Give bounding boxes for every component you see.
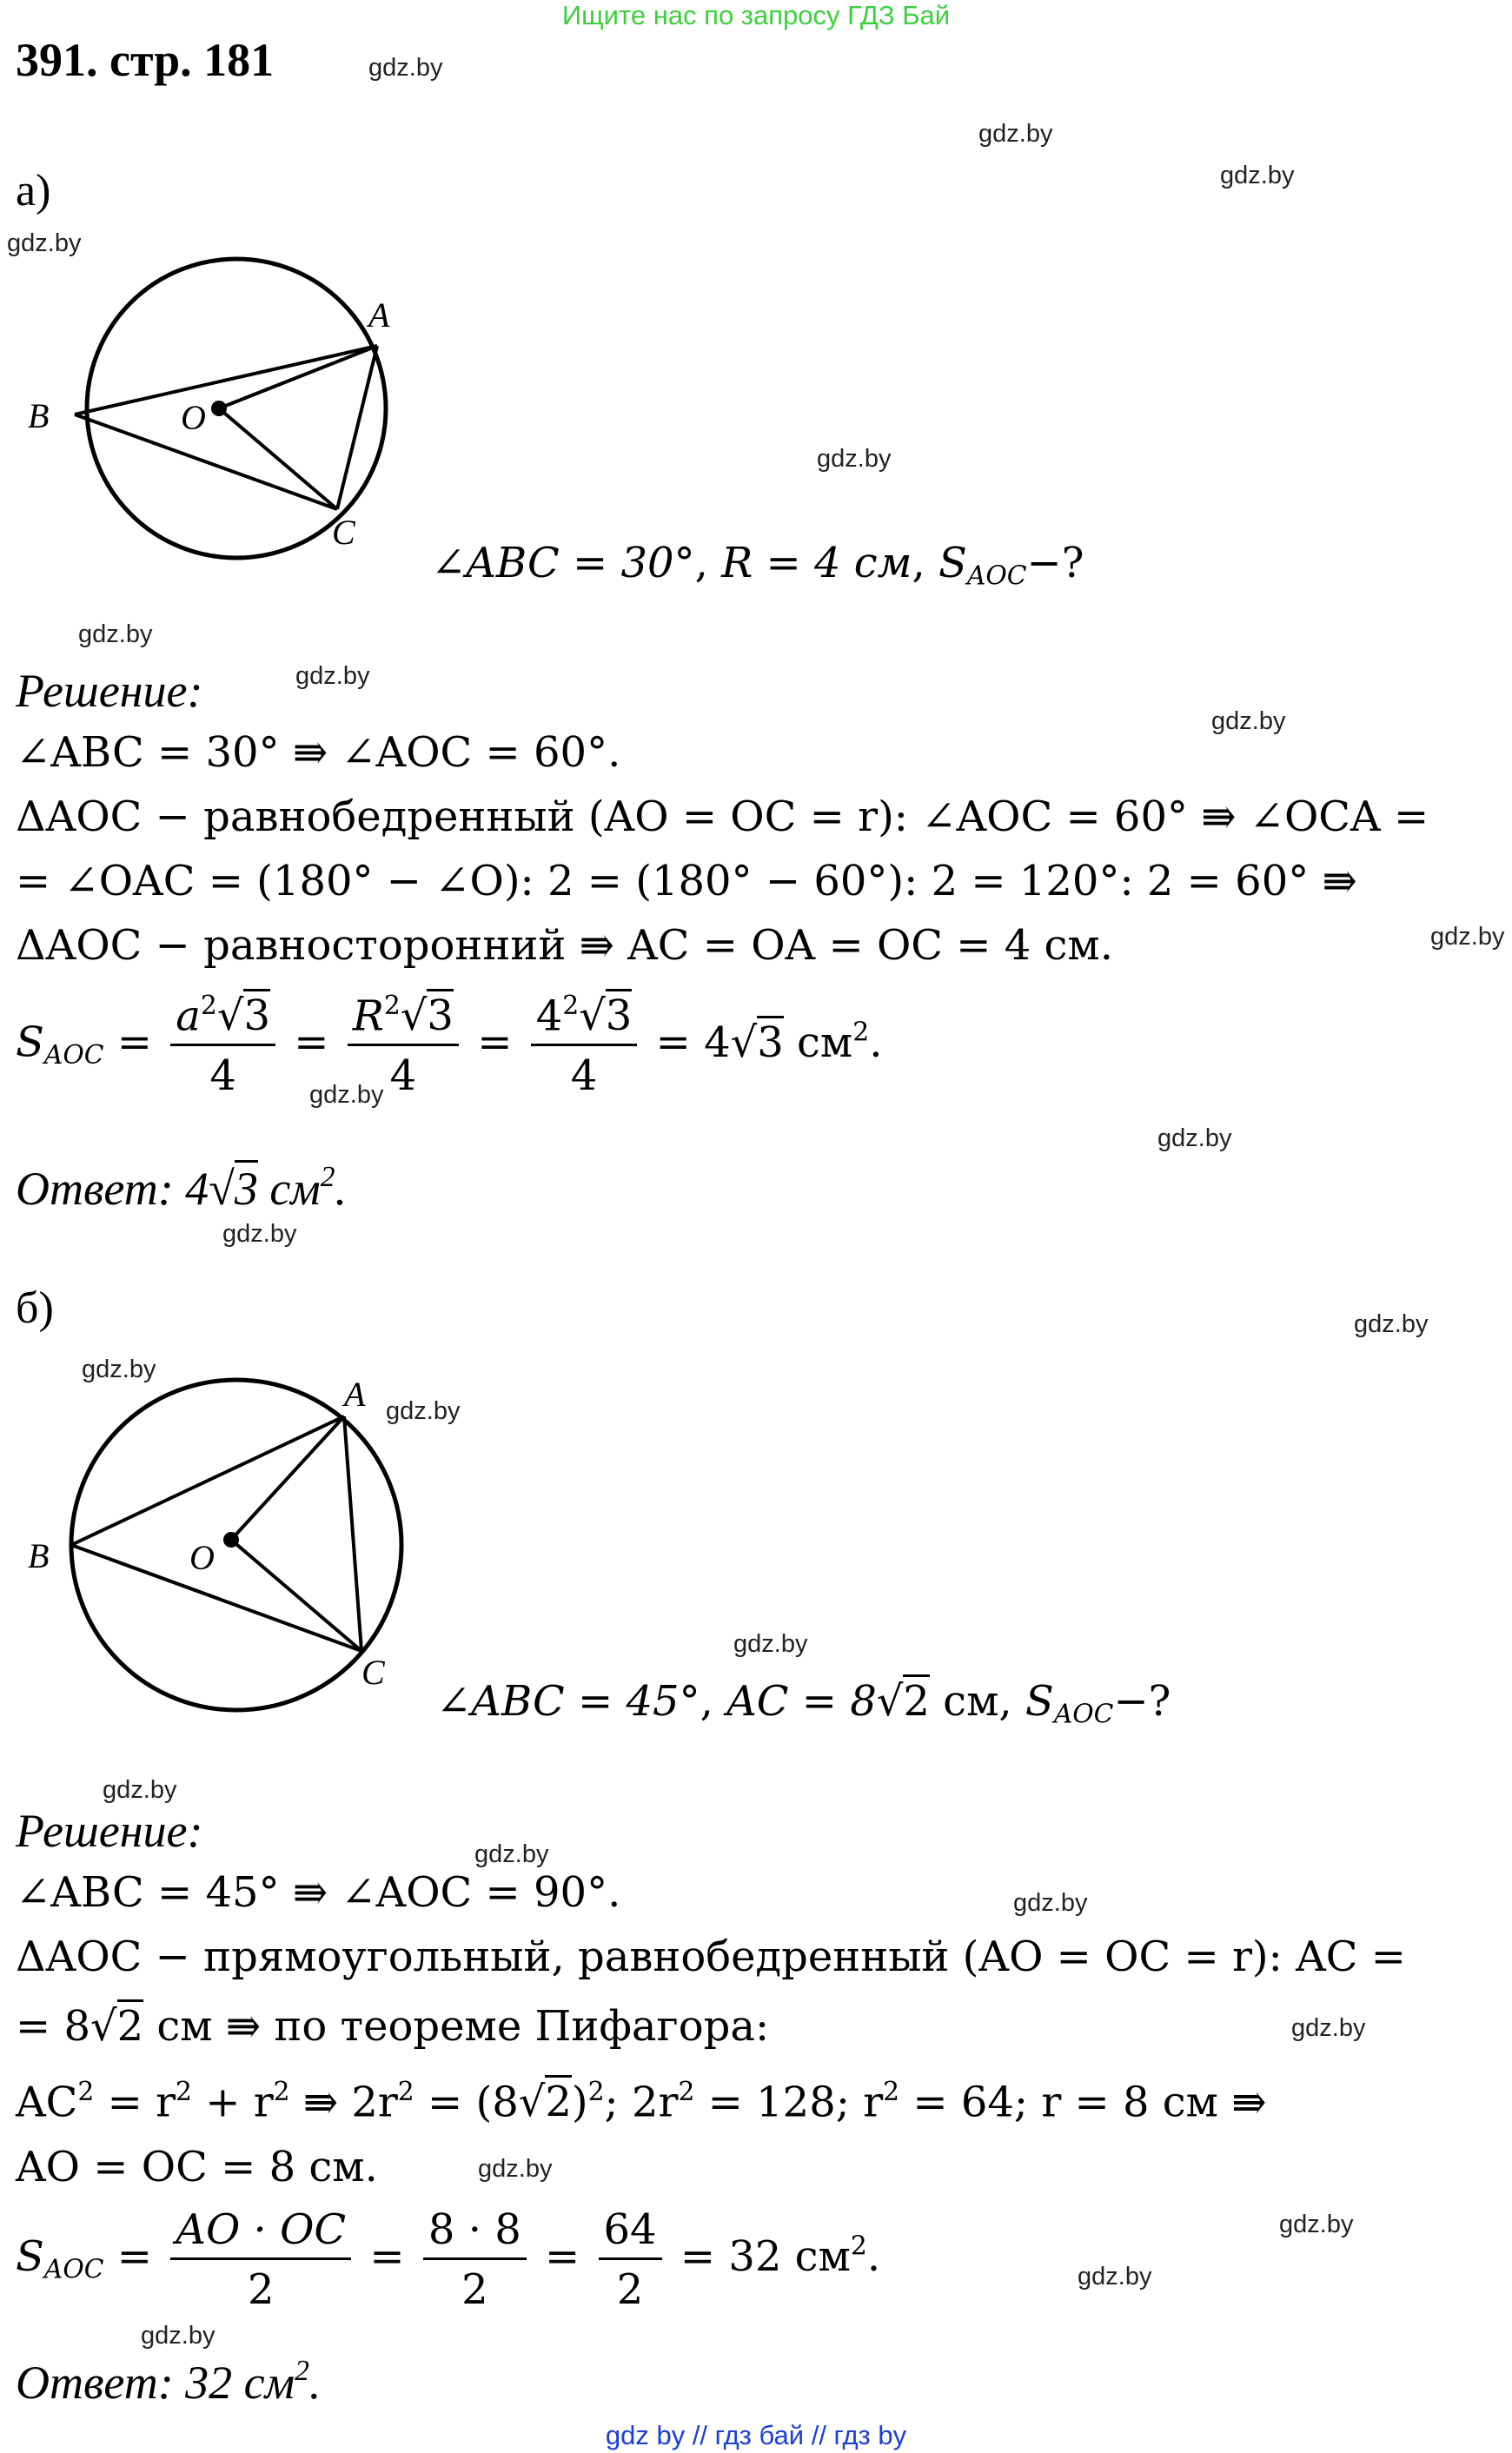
equals: = xyxy=(477,1018,513,1067)
part-b-area-formula xyxy=(16,2205,880,2314)
watermark: gdz.by xyxy=(309,1081,384,1109)
given-area-symbol: S xyxy=(938,539,967,587)
watermark: gdz.by xyxy=(1157,1124,1232,1152)
point-label-a: A xyxy=(344,1375,366,1414)
equals: = xyxy=(116,2232,153,2281)
equals: = xyxy=(545,2232,580,2281)
fraction-3: $\frac{64}{2}$ xyxy=(599,2205,662,2314)
part-a-label: а) xyxy=(16,166,51,215)
watermark: gdz.by xyxy=(478,2155,553,2183)
segment-ac xyxy=(337,346,377,509)
equals: = xyxy=(294,1018,329,1067)
given-side: AC = 8 xyxy=(726,1677,877,1726)
segment-oc xyxy=(231,1540,361,1651)
part-b-label: б) xyxy=(16,1283,54,1333)
part-b-line-2: ΔAOC − прямоугольный, равнобедренный (AO = OC = r): AC = xyxy=(16,1933,1406,1981)
part-b-line-4: $AC^2 = r^2 + r^2$ ⇛ $2r^2 = (8√2)^2$; $2r^2 = 128$; $r^2 = 64$; r = 8 см ⇛ xyxy=(16,2077,1267,2127)
given-angle: ∠ABC = 30° xyxy=(431,539,695,587)
watermark: gdz.by xyxy=(733,1630,808,1658)
fraction-1: $\frac{AO \cdot OC}{2}$ xyxy=(170,2205,351,2314)
given-area-subscript: AOC xyxy=(1053,1699,1114,1730)
point-label-o: O xyxy=(189,1538,215,1577)
watermark: gdz.by xyxy=(368,54,443,82)
center-point xyxy=(211,401,227,416)
watermark: gdz.by xyxy=(1013,1889,1088,1917)
watermark: gdz.by xyxy=(1078,2263,1152,2291)
point-label-b: B xyxy=(28,1536,50,1575)
equals: = xyxy=(369,2232,405,2281)
point-label-a: A xyxy=(368,295,390,335)
watermark: gdz.by xyxy=(78,620,153,648)
watermark: gdz.by xyxy=(817,445,892,473)
area-result: = 32 $см^2$. xyxy=(680,2231,881,2281)
equals: = xyxy=(116,1018,153,1067)
watermark: gdz.by xyxy=(978,120,1053,148)
segment-oa xyxy=(231,1416,344,1540)
area-symbol: S xyxy=(16,2232,44,2281)
watermark: gdz.by xyxy=(1279,2211,1354,2238)
part-b-given: ∠ABC = 45°, AC = 8√2 см, $S_{AOC}-$? xyxy=(436,1677,1170,1729)
given-area-symbol: S xyxy=(1025,1677,1054,1726)
given-area-subscript: AOC xyxy=(966,560,1027,592)
segment-ac xyxy=(344,1416,361,1651)
point-label-c: C xyxy=(332,513,355,552)
part-a-given: ∠ABC = 30°, R = 4 см, $S_{AOC}-$? xyxy=(431,539,1084,592)
page-title: 391. стр. 181 xyxy=(16,34,275,86)
area-subscript: AOC xyxy=(43,2254,104,2285)
watermark: gdz.by xyxy=(1211,707,1286,735)
point-label-o: O xyxy=(181,398,206,437)
equals: = xyxy=(655,1018,691,1067)
point-label-b: B xyxy=(28,396,50,435)
given-question: −? xyxy=(1026,539,1084,587)
watermark: gdz.by xyxy=(222,1220,297,1248)
watermark: gdz.by xyxy=(474,1840,549,1868)
area-symbol: S xyxy=(16,1018,44,1067)
part-a-line-4: ΔAOC − равносторонний ⇛ AC = OA = OC = 4 см. xyxy=(16,921,1114,970)
part-b-solution-label: Решение: xyxy=(16,1805,203,1857)
part-a-line-2: ΔAOC − равнобедренный (AO = OC = r): ∠AOC = 60° ⇛ ∠OCA = xyxy=(16,792,1429,841)
watermark: gdz.by xyxy=(82,1356,156,1383)
segment-bc xyxy=(71,1545,361,1651)
watermark: gdz.by xyxy=(141,2322,216,2350)
part-a-line-3: = ∠OAC = (180° − ∠O): 2 = (180° − 60°): 2 = 120°: 2 = 60° ⇛ xyxy=(16,857,1357,905)
part-b-answer: Ответ: 32 $см^2$. xyxy=(16,2355,322,2409)
segment-oc xyxy=(219,408,337,509)
fraction-2: $\frac{8 \cdot 8}{2}$ xyxy=(423,2205,527,2314)
watermark: gdz.by xyxy=(1430,923,1505,951)
fraction-3: $\frac{4^2√3}{4}$ xyxy=(531,991,638,1100)
watermark: gdz.by xyxy=(7,229,82,257)
given-radius: R = 4 см xyxy=(721,539,912,587)
center-point xyxy=(223,1532,239,1548)
part-a-answer: Ответ: 4√3 $см^2$. xyxy=(16,1161,347,1215)
watermark: gdz.by xyxy=(103,1776,177,1804)
point-label-c: C xyxy=(361,1653,385,1692)
header-banner[interactable]: Ищите нас по запросу ГДЗ Бай xyxy=(561,0,951,30)
part-b-line-3: = 8√2 см ⇛ по теореме Пифагора: xyxy=(16,2002,769,2051)
part-a-figure xyxy=(17,243,400,573)
watermark: gdz.by xyxy=(386,1397,461,1425)
watermark: gdz.by xyxy=(295,662,370,690)
part-b-line-1: ∠ABC = 45° ⇛ ∠AOC = 90°. xyxy=(16,1868,621,1917)
watermark: gdz.by xyxy=(1291,2014,1366,2042)
part-a-line-1: ∠ABC = 30° ⇛ ∠AOC = 60°. xyxy=(16,728,621,777)
fraction-1: $\frac{a^2√3}{4}$ xyxy=(170,991,275,1100)
area-result: 4√3 $см^2$. xyxy=(704,1017,883,1067)
watermark: gdz.by xyxy=(1354,1310,1429,1338)
watermark: gdz.by xyxy=(1220,162,1295,189)
part-b-figure xyxy=(17,1356,417,1720)
fraction-2: $\frac{R^2√3}{4}$ xyxy=(348,991,459,1100)
footer-links[interactable]: gdz by // гдз бай // гдз by xyxy=(605,2420,907,2450)
part-b-line-5: AO = OC = 8 см. xyxy=(16,2143,378,2191)
part-a-area-formula xyxy=(16,991,882,1100)
part-a-solution-label: Решение: xyxy=(16,665,203,717)
given-angle: ∠ABC = 45° xyxy=(436,1677,700,1726)
area-subscript: AOC xyxy=(43,1040,104,1071)
given-question: −? xyxy=(1113,1677,1171,1726)
